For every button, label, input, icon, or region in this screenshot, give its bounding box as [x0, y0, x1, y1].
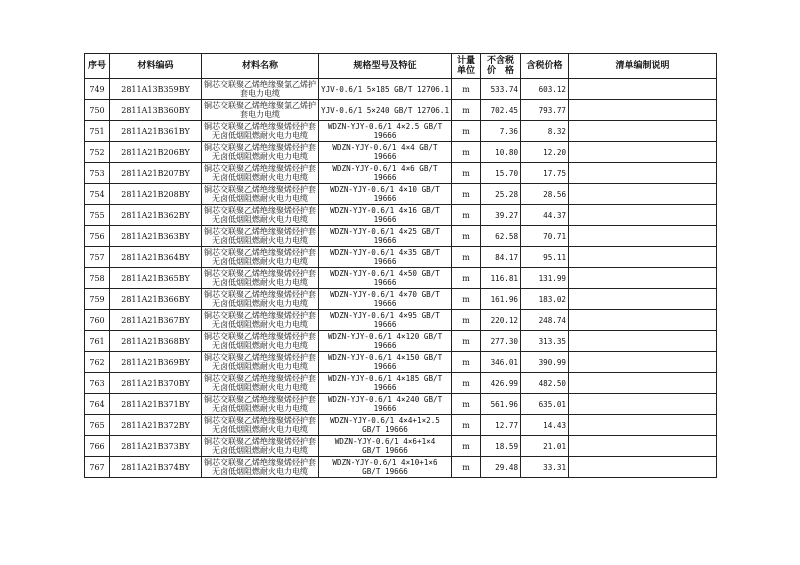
- cell-note: [569, 310, 717, 331]
- header-note: 清单编制说明: [569, 54, 717, 79]
- cell-note: [569, 331, 717, 352]
- cell-name-line1: 铜芯交联聚乙烯绝缘聚烯烃护套: [204, 143, 316, 152]
- cell-name: [202, 142, 319, 163]
- cell-unit: m: [452, 373, 481, 394]
- cell-name-line1: 铜芯交联聚乙烯绝缘聚烯烃护套: [204, 332, 316, 341]
- cell-spec-line1: WDZN-YJY-0.6/1 4×240 GB/T: [327, 395, 443, 404]
- cell-name-line1: 铜芯交联聚乙烯绝缘聚烯烃护套: [204, 353, 316, 362]
- cell-unit: m: [452, 142, 481, 163]
- header-unit-line1: 计量: [457, 56, 476, 66]
- cell-unit: m: [452, 394, 481, 415]
- cell-spec-line2: 19666: [373, 131, 397, 140]
- cell-name-line2: 无卤低烟阻燃耐火电力电缆: [212, 236, 308, 245]
- cell-note: [569, 247, 717, 268]
- cell-price-ex: 533.74: [481, 79, 521, 100]
- cell-code: 2811A21B370BY: [110, 373, 202, 394]
- cell-spec-line1: YJV-0.6/1 5×185 GB/T 12706.1: [321, 84, 450, 94]
- cell-spec-line2: 19666: [373, 404, 397, 413]
- cell-name-line1: 铜芯交联聚乙烯绝缘聚氯乙烯护: [204, 80, 316, 89]
- cell-name-line2: 无卤低烟阻燃耐火电力电缆: [212, 425, 308, 434]
- cell-unit: m: [452, 352, 481, 373]
- cell-note: [569, 121, 717, 142]
- cell-spec-line1: WDZN-YJY-0.6/1 4×25 GB/T: [330, 227, 440, 236]
- cell-spec: [319, 352, 452, 373]
- cell-name-line1: 铜芯交联聚乙烯绝缘聚烯烃护套: [204, 206, 316, 215]
- cell-spec-line1: WDZN-YJY-0.6/1 4×4 GB/T: [332, 143, 438, 152]
- cell-spec: [319, 142, 452, 163]
- cell-price-in: 248.74: [521, 310, 569, 331]
- cell-spec-line1: WDZN-YJY-0.6/1 4×95 GB/T: [330, 311, 440, 320]
- cell-name-line1: 铜芯交联聚乙烯绝缘聚烯烃护套: [204, 374, 316, 383]
- cell-no: 756: [85, 226, 110, 247]
- cell-price-ex: 29.48: [481, 457, 521, 478]
- cell-spec: [319, 205, 452, 226]
- table-row: [85, 205, 717, 226]
- cell-price-ex: 426.99: [481, 373, 521, 394]
- cell-spec: [319, 268, 452, 289]
- cell-price-ex: 18.59: [481, 436, 521, 457]
- cell-spec-line1: WDZN-YJY-0.6/1 4×35 GB/T: [330, 248, 440, 257]
- table-row: [85, 394, 717, 415]
- cell-no: 760: [85, 310, 110, 331]
- table-row: [85, 457, 717, 478]
- cell-name-line2: 无卤低烟阻燃耐火电力电缆: [212, 299, 308, 308]
- cell-name-line1: 铜芯交联聚乙烯绝缘聚烯烃护套: [204, 437, 316, 446]
- cell-code: 2811A13B360BY: [110, 100, 202, 121]
- header-spec: 规格型号及特征: [319, 54, 452, 79]
- cell-code: 2811A21B373BY: [110, 436, 202, 457]
- cell-note: [569, 436, 717, 457]
- cell-code: 2811A21B372BY: [110, 415, 202, 436]
- cell-spec: [319, 247, 452, 268]
- cell-price-ex: 702.45: [481, 100, 521, 121]
- header-price-in: 含税价格: [521, 54, 569, 79]
- cell-note: [569, 184, 717, 205]
- cell-spec: [319, 184, 452, 205]
- cell-name-line2: 无卤低烟阻燃耐火电力电缆: [212, 131, 308, 140]
- cell-unit: m: [452, 331, 481, 352]
- cell-spec: [319, 436, 452, 457]
- cell-spec: [319, 331, 452, 352]
- cell-name-line2: 无卤低烟阻燃耐火电力电缆: [212, 383, 308, 392]
- cell-code: 2811A21B365BY: [110, 268, 202, 289]
- cell-no: 762: [85, 352, 110, 373]
- cell-price-ex: 220.12: [481, 310, 521, 331]
- cell-name: [202, 289, 319, 310]
- cell-note: [569, 289, 717, 310]
- table-row: [85, 436, 717, 457]
- table-row: [85, 121, 717, 142]
- cell-no: 752: [85, 142, 110, 163]
- cell-note: [569, 415, 717, 436]
- cell-unit: m: [452, 268, 481, 289]
- table-row: [85, 142, 717, 163]
- cell-code: 2811A21B368BY: [110, 331, 202, 352]
- cell-no: 766: [85, 436, 110, 457]
- header-unit: [452, 54, 481, 79]
- cell-spec-line2: 19666: [373, 215, 397, 224]
- cell-note: [569, 100, 717, 121]
- cell-price-ex: 12.77: [481, 415, 521, 436]
- cell-note: [569, 205, 717, 226]
- header-price-ex-line1: 不含税: [487, 56, 515, 66]
- cell-spec: [319, 100, 452, 121]
- cell-code: 2811A21B374BY: [110, 457, 202, 478]
- cell-price-in: 482.50: [521, 373, 569, 394]
- cell-price-in: 44.37: [521, 205, 569, 226]
- cell-name: [202, 352, 319, 373]
- table-row: [85, 352, 717, 373]
- cell-price-ex: 116.81: [481, 268, 521, 289]
- cell-price-ex: 10.80: [481, 142, 521, 163]
- cell-no: 757: [85, 247, 110, 268]
- cell-name-line2: 无卤低烟阻燃耐火电力电缆: [212, 362, 308, 371]
- cell-name: [202, 205, 319, 226]
- cell-code: 2811A21B361BY: [110, 121, 202, 142]
- cell-spec-line1: WDZN-YJY-0.6/1 4×120 GB/T: [327, 332, 443, 341]
- cell-price-in: 390.99: [521, 352, 569, 373]
- cell-no: 750: [85, 100, 110, 121]
- cell-spec-line1: WDZN-YJY-0.6/1 4×50 GB/T: [330, 269, 440, 278]
- cell-no: 763: [85, 373, 110, 394]
- cell-code: 2811A21B369BY: [110, 352, 202, 373]
- cell-unit: m: [452, 457, 481, 478]
- header-unit-line2: 单位: [457, 66, 476, 76]
- table-row: [85, 184, 717, 205]
- cell-price-ex: 346.01: [481, 352, 521, 373]
- cell-price-ex: 561.96: [481, 394, 521, 415]
- cell-price-in: 21.01: [521, 436, 569, 457]
- cell-spec-line2: 19666: [373, 194, 397, 203]
- cell-name: [202, 226, 319, 247]
- cell-name-line1: 铜芯交联聚乙烯绝缘聚烯烃护套: [204, 311, 316, 320]
- cell-spec-line2: 19666: [373, 299, 397, 308]
- cell-spec-line1: WDZN-YJY-0.6/1 4×6+1×4: [334, 437, 436, 446]
- price-list-table: [84, 53, 717, 478]
- table-row: [85, 100, 717, 121]
- cell-spec-line2: 19666: [373, 383, 397, 392]
- cell-no: 759: [85, 289, 110, 310]
- cell-name-line2: 无卤低烟阻燃耐火电力电缆: [212, 320, 308, 329]
- cell-price-ex: 7.36: [481, 121, 521, 142]
- cell-name-line1: 铜芯交联聚乙烯绝缘聚烯烃护套: [204, 269, 316, 278]
- table-row: [85, 226, 717, 247]
- cell-name-line1: 铜芯交联聚乙烯绝缘聚烯烃护套: [204, 248, 316, 257]
- cell-no: 753: [85, 163, 110, 184]
- cell-name-line2: 无卤低烟阻燃耐火电力电缆: [212, 404, 308, 413]
- cell-spec: [319, 226, 452, 247]
- cell-note: [569, 79, 717, 100]
- cell-no: 765: [85, 415, 110, 436]
- cell-no: 767: [85, 457, 110, 478]
- cell-note: [569, 142, 717, 163]
- cell-unit: m: [452, 100, 481, 121]
- cell-spec-line2: GB/T 19666: [362, 467, 408, 476]
- cell-code: 2811A21B371BY: [110, 394, 202, 415]
- header-row: [85, 54, 717, 79]
- cell-spec-line1: WDZN-YJY-0.6/1 4×6 GB/T: [332, 164, 438, 173]
- cell-price-ex: 62.58: [481, 226, 521, 247]
- cell-name-line2: 无卤低烟阻燃耐火电力电缆: [212, 446, 308, 455]
- cell-price-in: 183.02: [521, 289, 569, 310]
- cell-spec: [319, 457, 452, 478]
- cell-note: [569, 457, 717, 478]
- cell-no: 755: [85, 205, 110, 226]
- cell-note: [569, 394, 717, 415]
- cell-unit: m: [452, 184, 481, 205]
- cell-price-in: 70.71: [521, 226, 569, 247]
- table-row: [85, 310, 717, 331]
- cell-spec-line1: WDZN-YJY-0.6/1 4×10 GB/T: [330, 185, 440, 194]
- cell-name: [202, 268, 319, 289]
- cell-code: 2811A13B359BY: [110, 79, 202, 100]
- cell-price-in: 14.43: [521, 415, 569, 436]
- cell-spec-line2: GB/T 19666: [362, 446, 408, 455]
- cell-spec: [319, 289, 452, 310]
- cell-code: 2811A21B207BY: [110, 163, 202, 184]
- cell-spec-line1: WDZN-YJY-0.6/1 4×185 GB/T: [327, 374, 443, 383]
- cell-price-ex: 39.27: [481, 205, 521, 226]
- cell-unit: m: [452, 121, 481, 142]
- cell-name-line1: 铜芯交联聚乙烯绝缘聚烯烃护套: [204, 185, 316, 194]
- cell-price-in: 95.11: [521, 247, 569, 268]
- cell-spec: [319, 121, 452, 142]
- cell-spec: [319, 373, 452, 394]
- cell-spec-line1: WDZN-YJY-0.6/1 4×150 GB/T: [327, 353, 443, 362]
- cell-code: 2811A21B363BY: [110, 226, 202, 247]
- cell-name-line2: 无卤低烟阻燃耐火电力电缆: [212, 467, 308, 476]
- cell-price-in: 28.56: [521, 184, 569, 205]
- cell-price-in: 313.35: [521, 331, 569, 352]
- cell-spec-line1: WDZN-YJY-0.6/1 4×70 GB/T: [330, 290, 440, 299]
- cell-note: [569, 163, 717, 184]
- cell-price-in: 33.31: [521, 457, 569, 478]
- cell-spec: [319, 394, 452, 415]
- cell-unit: m: [452, 163, 481, 184]
- cell-name: [202, 184, 319, 205]
- cell-name-line2: 无卤低烟阻燃耐火电力电缆: [212, 215, 308, 224]
- cell-name-line1: 铜芯交联聚乙烯绝缘聚烯烃护套: [204, 395, 316, 404]
- table-row: [85, 373, 717, 394]
- cell-name: [202, 310, 319, 331]
- cell-name: [202, 79, 319, 100]
- table-row: [85, 79, 717, 100]
- cell-spec-line1: WDZN-YJY-0.6/1 4×4+1×2.5: [330, 416, 440, 425]
- cell-spec-line2: 19666: [373, 152, 397, 161]
- cell-name-line1: 铜芯交联聚乙烯绝缘聚烯烃护套: [204, 227, 316, 236]
- cell-unit: m: [452, 205, 481, 226]
- table-row: [85, 268, 717, 289]
- header-no: 序号: [85, 54, 110, 79]
- table-body: [85, 79, 717, 478]
- cell-spec-line1: WDZN-YJY-0.6/1 4×16 GB/T: [330, 206, 440, 215]
- cell-price-ex: 84.17: [481, 247, 521, 268]
- cell-note: [569, 268, 717, 289]
- cell-price-in: 793.77: [521, 100, 569, 121]
- cell-no: 764: [85, 394, 110, 415]
- cell-spec: [319, 310, 452, 331]
- cell-unit: m: [452, 310, 481, 331]
- header-price-ex-line2: 价 格: [487, 66, 515, 76]
- cell-spec: [319, 79, 452, 100]
- cell-name-line2: 无卤低烟阻燃耐火电力电缆: [212, 152, 308, 161]
- cell-code: 2811A21B367BY: [110, 310, 202, 331]
- cell-name-line1: 铜芯交联聚乙烯绝缘聚烯烃护套: [204, 458, 316, 467]
- cell-price-in: 603.12: [521, 79, 569, 100]
- cell-spec-line2: GB/T 19666: [362, 425, 408, 434]
- cell-price-in: 635.01: [521, 394, 569, 415]
- cell-no: 749: [85, 79, 110, 100]
- cell-spec-line2: 19666: [373, 341, 397, 350]
- cell-price-in: 131.99: [521, 268, 569, 289]
- cell-name: [202, 247, 319, 268]
- cell-note: [569, 226, 717, 247]
- cell-price-ex: 25.28: [481, 184, 521, 205]
- cell-name-line2: 无卤低烟阻燃耐火电力电缆: [212, 257, 308, 266]
- table-row: [85, 247, 717, 268]
- table-row: [85, 163, 717, 184]
- cell-name-line2: 套电力电缆: [240, 110, 280, 119]
- cell-price-ex: 15.70: [481, 163, 521, 184]
- cell-price-in: 17.75: [521, 163, 569, 184]
- cell-spec-line2: 19666: [373, 257, 397, 266]
- cell-name-line1: 铜芯交联聚乙烯绝缘聚烯烃护套: [204, 122, 316, 131]
- cell-name: [202, 436, 319, 457]
- cell-code: 2811A21B362BY: [110, 205, 202, 226]
- table-row: [85, 331, 717, 352]
- cell-code: 2811A21B364BY: [110, 247, 202, 268]
- cell-spec-line2: 19666: [373, 362, 397, 371]
- cell-unit: m: [452, 415, 481, 436]
- cell-name-line1: 铜芯交联聚乙烯绝缘聚烯烃护套: [204, 416, 316, 425]
- cell-no: 754: [85, 184, 110, 205]
- cell-name-line1: 铜芯交联聚乙烯绝缘聚烯烃护套: [204, 290, 316, 299]
- cell-spec-line2: 19666: [373, 278, 397, 287]
- cell-name: [202, 163, 319, 184]
- cell-price-in: 12.20: [521, 142, 569, 163]
- cell-price-ex: 161.96: [481, 289, 521, 310]
- cell-price-in: 8.32: [521, 121, 569, 142]
- cell-name: [202, 415, 319, 436]
- cell-name-line2: 无卤低烟阻燃耐火电力电缆: [212, 341, 308, 350]
- header-code: 材料编码: [110, 54, 202, 79]
- cell-name-line2: 无卤低烟阻燃耐火电力电缆: [212, 278, 308, 287]
- cell-note: [569, 352, 717, 373]
- cell-name-line2: 无卤低烟阻燃耐火电力电缆: [212, 194, 308, 203]
- cell-spec-line1: YJV-0.6/1 5×240 GB/T 12706.1: [321, 105, 450, 115]
- cell-spec-line2: 19666: [373, 173, 397, 182]
- cell-name: [202, 331, 319, 352]
- cell-unit: m: [452, 436, 481, 457]
- cell-code: 2811A21B366BY: [110, 289, 202, 310]
- cell-spec: [319, 415, 452, 436]
- cell-name-line2: 无卤低烟阻燃耐火电力电缆: [212, 173, 308, 182]
- cell-no: 758: [85, 268, 110, 289]
- cell-name: [202, 457, 319, 478]
- cell-name: [202, 394, 319, 415]
- cell-spec-line1: WDZN-YJY-0.6/1 4×2.5 GB/T: [327, 122, 443, 131]
- cell-no: 751: [85, 121, 110, 142]
- cell-price-ex: 277.30: [481, 331, 521, 352]
- cell-code: 2811A21B206BY: [110, 142, 202, 163]
- cell-unit: m: [452, 247, 481, 268]
- cell-no: 761: [85, 331, 110, 352]
- cell-note: [569, 373, 717, 394]
- cell-name: [202, 100, 319, 121]
- cell-spec-line2: 19666: [373, 320, 397, 329]
- cell-spec-line2: 19666: [373, 236, 397, 245]
- cell-name-line1: 铜芯交联聚乙烯绝缘聚氯乙烯护: [204, 101, 316, 110]
- cell-unit: m: [452, 226, 481, 247]
- cell-code: 2811A21B208BY: [110, 184, 202, 205]
- cell-unit: m: [452, 289, 481, 310]
- cell-name-line2: 套电力电缆: [240, 89, 280, 98]
- cell-spec-line1: WDZN-YJY-0.6/1 4×10+1×6: [332, 458, 438, 467]
- cell-name-line1: 铜芯交联聚乙烯绝缘聚烯烃护套: [204, 164, 316, 173]
- cell-spec: [319, 163, 452, 184]
- cell-name: [202, 373, 319, 394]
- header-price-ex: [481, 54, 521, 79]
- table-row: [85, 415, 717, 436]
- table-row: [85, 289, 717, 310]
- cell-unit: m: [452, 79, 481, 100]
- cell-name: [202, 121, 319, 142]
- header-name: 材料名称: [202, 54, 319, 79]
